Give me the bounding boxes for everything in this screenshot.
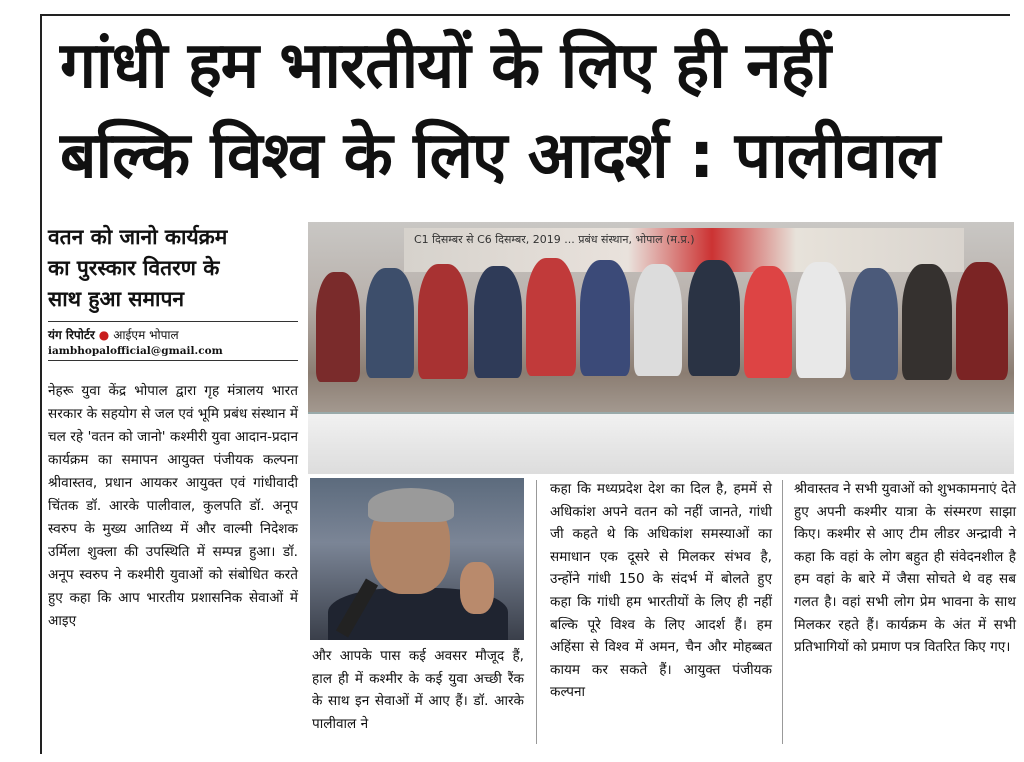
- speaker-hair: [368, 488, 454, 522]
- headline-line-2: बल्कि विश्व के लिए आदर्श : पालीवाल: [60, 119, 940, 193]
- dais-table: [308, 412, 1014, 474]
- event-photo: [308, 222, 1014, 474]
- subheadline-line-2: का पुरस्कार वितरण के: [48, 256, 220, 280]
- byline-email: iambhopalofficial@gmail.com: [48, 345, 298, 361]
- photo-banner-text: C1 दिसम्बर से C6 दिसम्बर, 2019 ... प्रबंध संस्थान, भोपाल (म.प्र.): [414, 233, 695, 246]
- subheadline: [48, 222, 298, 315]
- article-column-4: श्रीवास्तव ने सभी युवाओं को शुभकामनाएं देते हुए अपनी कश्मीर यात्रा के संस्मरण साझा किए। कश्मीर से आए टीम लीडर अन्द्रावी ने कहा कि वहां के लोग बहुत ही संवेदनशील है हम वहां के बारे में जैसा सोचते थे वह सब गलत है। वहां सभी लोग प्रेम भावना के साथ मिलकर रहते हैं। कार्यक्रम के अंत में सभी प्रतिभागियों को प्रमाण पत्र वितरित किए गए।: [794, 481, 1016, 656]
- article-column-3: कहा कि मध्यप्रदेश देश का दिल है, हममें से अधिकांश अपने वतन को नहीं जानते, गांधी जी कहते थे कि अधिकांश समस्याओं का समाधान एक दूसरे से मिलकर संभव है, उन्होंने गांधी 150 के संदर्भ में बोलते हुए कहा कि गांधी हम भारतीयों के लिए ही नहीं बल्कि पूरे विश्व के लिए आदर्श हैं। हम अहिंसा से विश्व में अमन, चैन और मोहब्बत कायम कर सकते हैं। आयुक्त पंजीयक कल्पना: [550, 481, 772, 701]
- byline: [48, 321, 298, 343]
- speaker-hand: [460, 562, 494, 614]
- left-column-header: [48, 222, 298, 361]
- speaker-photo: [310, 478, 524, 640]
- bullet-icon: ●: [98, 327, 110, 342]
- column-divider: [536, 480, 537, 744]
- photo-people: [308, 252, 1014, 372]
- article-column-1: नेहरू युवा केंद्र भोपाल द्वारा गृह मंत्रालय भारत सरकार के सहयोग से जल एवं भूमि प्रबंध संस्थान में चल रहे 'वतन को जानो' कश्मीरी युवा आदान-प्रदान कार्यक्रम का समापन आयुक्त पंजीयक कल्पना श्रीवास्तव, प्रधान आयकर आयुक्त एवं गांधीवादी चिंतक डॉ. आरके पालीवाल, कुलपति डॉ. अनूप स्वरुप के मुख्य आतिथ्य में और वाल्मी निदेशक उर्मिला शुक्ला की उपस्थिति में सम्पन्न हुआ। डॉ. अनूप स्वरुप ने कश्मीरी युवाओं को संबोधित करते हुए कहा कि आप भारतीय प्रशासनिक सेवाओं में आइए: [48, 383, 298, 629]
- byline-reporter: यंग रिपोर्टर: [48, 328, 95, 342]
- column-divider: [782, 480, 783, 744]
- headline-line-1: गांधी हम भारतीयों के लिए ही नहीं: [60, 29, 831, 103]
- article-column-2: और आपके पास कई अवसर मौजूद हैं, हाल ही में कश्मीर के कई युवा अच्छी रैंक के साथ इन सेवाओं में आए हैं। डॉ. आरके पालीवाल ने: [312, 648, 524, 732]
- subheadline-line-3: साथ हुआ समापन: [48, 287, 185, 311]
- byline-org: आईएम भोपाल: [113, 328, 179, 342]
- subheadline-line-1: वतन को जानो कार्यक्रम: [48, 225, 228, 249]
